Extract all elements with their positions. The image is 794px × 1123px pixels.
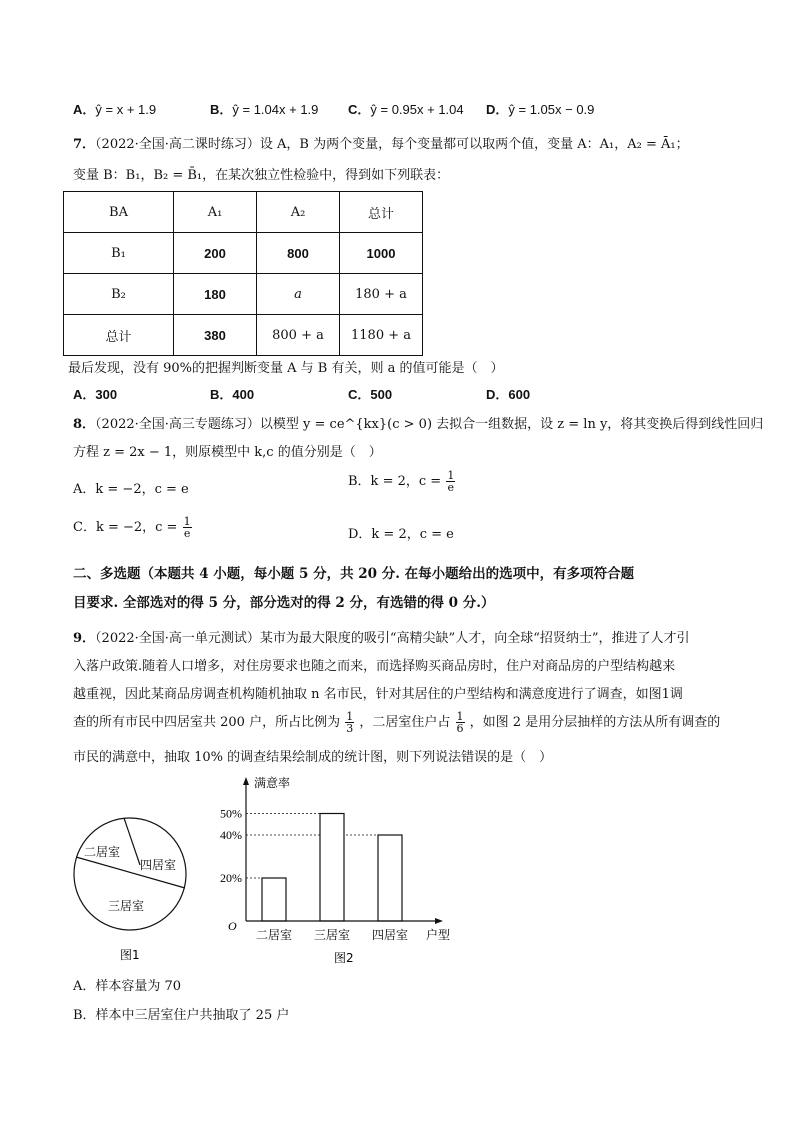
fraction: $\frac{1}{6}$ — [456, 710, 464, 735]
q7-conclusion: 最后发现，没有 90%的把握判断变量 A 与 B 有关，则 a 的值可能是（ ） — [68, 361, 504, 376]
origin-label: O — [228, 919, 237, 933]
fraction: $\frac{1}{e}$ — [183, 515, 191, 540]
y-tick-label: 50% — [220, 806, 242, 821]
pie-label: 三居室 — [108, 899, 145, 913]
y-axis-arrow — [243, 777, 249, 785]
pie-label: 四居室 — [140, 858, 177, 872]
q7-option-d: D．600 — [486, 387, 531, 402]
q9-option-a: A．样本容量为 70 — [73, 979, 182, 994]
fraction: $\frac{1}{e}$ — [447, 469, 455, 494]
table-cell: 总计 — [64, 315, 174, 356]
table-header-row — [64, 192, 423, 233]
q6-option-b: B．ŷ = 1.04x + 1.9 — [210, 102, 319, 117]
table-cell: A₁ — [174, 192, 257, 233]
q9-stem-line2: 入落户政策.随着人口增多，对住房要求也随之而来，而选择购买商品房时，住户对商品房的户型结构越来 — [73, 659, 676, 674]
q8-option-c: C．k = −2，c = $\frac{1}{e}$ — [73, 515, 191, 540]
table-cell: BA — [64, 192, 174, 233]
q8-stem-line1: 8．（2022·全国·高三专题练习）以模型 y = ce^{kx}(c > 0) 去拟合一组数据，设 z = ln y，将其变换后得到线性回归 — [73, 417, 764, 432]
bar-0 — [262, 878, 286, 921]
q6-option-a: A．ŷ = x + 1.9 — [73, 102, 157, 117]
table-cell: 180 — [174, 274, 257, 315]
section-heading-line1: 二、多选题（本题共 4 小题，每小题 5 分，共 20 分. 在每小题给出的选项中，有多项符合题 — [73, 566, 635, 582]
q9-stem-line5: 市民的满意中，抽取 10% 的调查结果绘制成的统计图，则下列说法错误的是（ ） — [73, 750, 553, 765]
q8-stem-line2: 方程 z = 2x − 1，则原模型中 k,c 的值分别是（ ） — [73, 445, 382, 460]
table-cell: 200 — [174, 233, 257, 274]
y-tick-label: 20% — [220, 871, 242, 885]
chart-caption: 图2 — [334, 951, 354, 965]
fraction: $\frac{1}{3}$ — [346, 710, 354, 735]
q8-option-d: D．k = 2，c = e — [348, 527, 454, 542]
x-tick-label: 二居室 — [255, 928, 293, 942]
table-cell: 180 + a — [340, 274, 423, 315]
table-cell: B₂ — [64, 274, 174, 315]
table-cell: 800 — [257, 233, 340, 274]
table-cell: A₂ — [257, 192, 340, 233]
q9-option-b: B．样本中三居室住户共抽取了 25 户 — [73, 1008, 290, 1023]
q6-option-d: D．ŷ = 1.05x − 0.9 — [486, 102, 595, 117]
table-cell: 1000 — [340, 233, 423, 274]
table-cell: a — [257, 274, 340, 315]
x-tick-label: 四居室 — [371, 928, 409, 942]
table-cell: 总计 — [340, 192, 423, 233]
q7-option-b: B．400 — [210, 387, 255, 402]
x-axis-arrow — [435, 918, 443, 924]
table-row — [64, 274, 423, 315]
table-cell: 800 + a — [257, 315, 340, 356]
table-row — [64, 233, 423, 274]
bar-1 — [320, 814, 344, 922]
bar-chart-figure2 — [208, 772, 468, 972]
table-cell: 1180 + a — [340, 315, 423, 356]
y-tick-label: 40% — [220, 828, 242, 842]
table-cell: 380 — [174, 315, 257, 356]
q9-stem-line3: 越重视，因此某商品房调查机构随机抽取 n 名市民，针对其居住的户型结构和满意度进行了调查，如图1调 — [73, 687, 683, 702]
pie-chart-figure1 — [68, 812, 198, 962]
pie-caption: 图1 — [120, 948, 140, 962]
contingency-table — [63, 191, 423, 356]
pie-label: 二居室 — [84, 845, 121, 859]
q8-option-a: A．k = −2，c = e — [73, 482, 189, 497]
q9-stem-line4: 查的所有市民中四居室共 200 户，所占比例为 $\frac{1}{3}$ ，二居室住户占 $\frac{1}{6}$ ，如图 2 是用分层抽样的方法从所有调查的 — [73, 710, 721, 735]
table-row — [64, 315, 423, 356]
q7-stem-line1: 7．（2022·全国·高二课时练习）设 A，B 为两个变量，每个变量都可以取两个值，变量 A：A₁，A₂ = Ā₁； — [73, 137, 689, 152]
q7-stem-line2: 变量 B：B₁，B₂ = B̄₁，在某次独立性检验中，得到如下列联表： — [73, 168, 450, 183]
q7-option-c: C．500 — [348, 387, 393, 402]
y-axis-label: 满意率 — [254, 776, 291, 790]
q6-option-c: C．ŷ = 0.95x + 1.04 — [348, 102, 464, 117]
pie-divider — [124, 818, 140, 865]
q7-option-a: A．300 — [73, 387, 118, 402]
q8-option-b: B．k = 2，c = $\frac{1}{e}$ — [348, 469, 455, 494]
x-tick-label: 三居室 — [313, 928, 351, 942]
bar-2 — [378, 835, 402, 921]
x-axis-label: 户型 — [426, 928, 451, 942]
section-heading-line2: 目要求. 全部选对的得 5 分，部分选对的得 2 分，有选错的得 0 分.） — [73, 595, 495, 611]
table-cell: B₁ — [64, 233, 174, 274]
q9-stem-line1: 9．（2022·全国·高一单元测试）某市为最大限度的吸引“高精尖缺”人才，向全球“招贤纳士”，推进了人才引 — [73, 631, 690, 646]
